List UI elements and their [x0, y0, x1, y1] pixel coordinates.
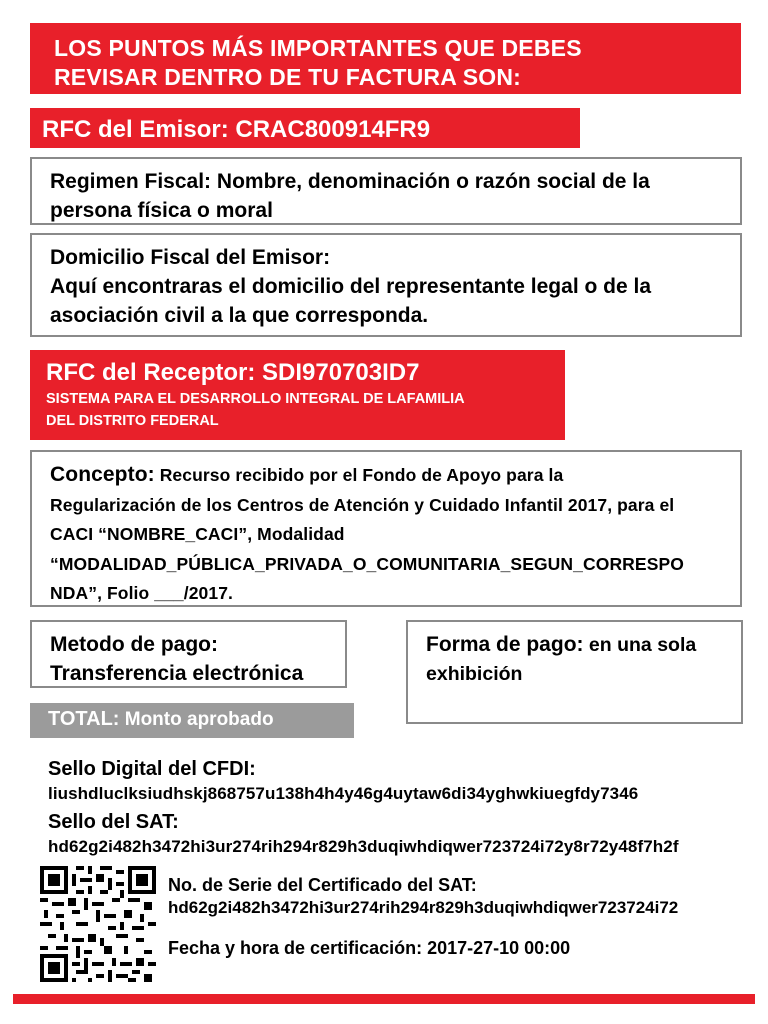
- forma-value-1: en una sola: [583, 634, 697, 656]
- metodo-value: Transferencia electrónica: [50, 662, 304, 685]
- rfc-receptor-title: RFC del Receptor: SDI970703ID7: [46, 359, 420, 386]
- forma-value-2: exhibición: [426, 663, 523, 685]
- header-line-2: REVISAR DENTRO DE TU FACTURA SON:: [54, 64, 522, 90]
- sello-sat-label: Sello del SAT:: [48, 811, 179, 833]
- concepto-label: Concepto:: [50, 463, 155, 486]
- metodo-pago-box: [30, 620, 347, 688]
- total-value: Monto aprobado: [119, 709, 274, 730]
- concepto-line-5: NDA”, Folio ___/2017.: [50, 583, 233, 603]
- concepto-box: [30, 450, 742, 607]
- serie-certificado-label: No. de Serie del Certificado del SAT:: [168, 875, 477, 895]
- rfc-receptor-sub-2: DEL DISTRITO FEDERAL: [46, 413, 219, 429]
- footer-red-bar: [13, 994, 755, 1004]
- total-label: TOTAL:: [48, 708, 120, 730]
- domicilio-label: Domicilio Fiscal del Emisor:: [50, 246, 331, 269]
- rfc-emisor-banner: RFC del Emisor: CRAC800914FR9: [30, 108, 580, 148]
- domicilio-fiscal-box: [30, 233, 742, 337]
- concepto-line-3: CACI “NOMBRE_CACI”, Modalidad: [50, 524, 345, 544]
- regimen-text-1: Nombre, denominación o razón social de la: [211, 170, 650, 193]
- domicilio-line-1: Aquí encontraras el domicilio del representante legal o de la: [50, 275, 652, 298]
- rfc-receptor-sub-1: SISTEMA PARA EL DESARROLLO INTEGRAL DE LAFAMILIA: [46, 391, 465, 407]
- concepto-line-4: “MODALIDAD_PÚBLICA_PRIVADA_O_COMUNITARIA_SEGUN_CORRESPO: [50, 553, 684, 574]
- sello-cfdi-value: liushdluclksiudhskj868757u138h4h4y46g4uytaw6di34yghwkiuegfdy7346: [48, 784, 639, 803]
- serie-certificado-value: hd62g2i482h3472hi3ur274rih294r829h3duqiwhdiqwer723724i72: [168, 898, 679, 917]
- header-banner: [30, 23, 741, 94]
- concepto-line-1: Recurso recibido por el Fondo de Apoyo para la: [154, 465, 564, 485]
- metodo-label: Metodo de pago:: [50, 633, 218, 656]
- qr-code-icon: [40, 866, 156, 982]
- rfc-receptor-banner: [30, 350, 565, 440]
- header-line-1: LOS PUNTOS MÁS IMPORTANTES QUE DEBES: [54, 35, 582, 61]
- sello-sat-value: hd62g2i482h3472hi3ur274rih294r829h3duqiwhdiqwer723724i72y8r72y48f7h2f: [48, 837, 679, 856]
- domicilio-line-2: asociación civil a la que corresponda.: [50, 304, 429, 327]
- forma-pago-box: [406, 620, 743, 724]
- regimen-fiscal-box: [30, 157, 742, 225]
- regimen-label: Regimen Fiscal:: [50, 170, 212, 193]
- fecha-certificacion: Fecha y hora de certificación: 2017-27-10 00:00: [168, 938, 571, 958]
- total-banner: [30, 703, 354, 738]
- forma-label: Forma de pago:: [426, 633, 584, 656]
- concepto-line-2: Regularización de los Centros de Atención y Cuidado Infantil 2017, para el: [50, 494, 675, 515]
- sello-cfdi-label: Sello Digital del CFDI:: [48, 758, 256, 780]
- regimen-text-2: persona física o moral: [50, 199, 273, 222]
